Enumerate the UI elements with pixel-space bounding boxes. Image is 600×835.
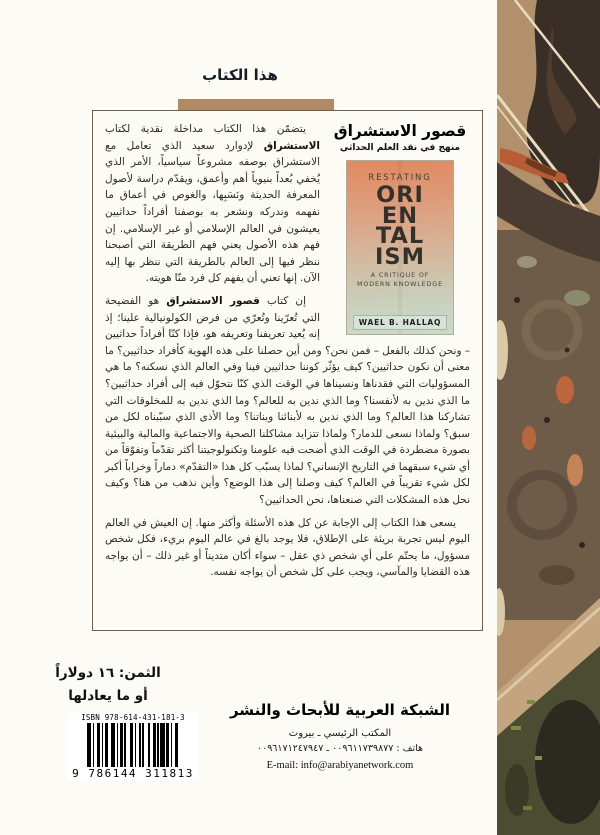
paragraph1-text: لإدوارد سعيد الذي تعامل مع الاستشراق بوصفه مشروعاً سياسياً، الأمر الذي يُخفي بُعداً بنيوياً أهم وأعمق، ويقدّم دراسة لأصول المعرفة الحديثة ونَسَبِها، والغوص في أعماق ما نفهمه وندركه ونشعر به بوصفنا أفراداً حداثيين يعيشون في العالم الإسلامي أو غير الإسلامي. إن فهم هذه الأصول يعني فهم الطريقة التي أصبحنا ننظر فيها إلى العالم بالطريقة التي ننظر بها إليه الآن. إنها تعني أن يفهم كل فرد منّا هويته.	[105, 139, 320, 285]
description-paragraph-3: يسعى هذا الكتاب إلى الإجابة عن كل هذه الأسئلة وأكثر منها. إن العيش في العالم اليوم ليس تجربة بريئة على الإطلاق، فلا يوجد بالغ في عالم اليوم بريء، فكل شخص مسؤول، ما يحتّم على أي شخص ذي عقل – سواء أكان متديناً أو غير ذلك – أن يواجه هذه القضايا والمآسي، ويجب على كل شخص أن يواجه نفسه.	[105, 516, 470, 579]
paragraph1-bold-term: الاستشراق	[263, 139, 320, 152]
book-title-arabic: قصور الاستشراق	[333, 122, 467, 140]
cover-author-band: WAEL B. HALLAQ	[353, 315, 447, 331]
book-subtitle-arabic: منهج في نقد العلم الحداثي	[339, 143, 461, 153]
price-line2: أو ما يعادلها	[68, 688, 148, 704]
cover-title-orientalism	[347, 182, 453, 270]
publisher-office: المكتب الرئيسي ـ بيروت	[288, 728, 392, 739]
cover-title-line: TAL	[375, 223, 425, 249]
publisher-name: الشبكة العربية للأبحاث والنشر	[229, 701, 451, 719]
price-line1: الثمن: ١٦ دولاراً	[55, 665, 161, 681]
publisher-email: E-mail: info@arabiyanetwork.com	[266, 760, 414, 771]
cover-top-word: RESTATING	[368, 173, 432, 183]
isbn-barcode	[68, 713, 198, 780]
cover-title-line: ORI	[376, 182, 424, 208]
cover-art-strip	[497, 0, 600, 835]
cover-title-line: EN	[381, 202, 419, 229]
page-title: هذا الكتاب	[202, 66, 278, 84]
description-box	[92, 110, 483, 631]
paragraph2-text: إن كتاب	[259, 294, 306, 307]
publisher-block	[220, 698, 460, 771]
isbn-digits: 9 786144 311813	[72, 767, 194, 780]
price-block	[44, 662, 172, 708]
paragraph2-text: هو الفضيحة التي تُعرّينا وتُعرّي من فرض الكولونيالية علينا؛ إذ إنه يُعيد تعريفنا وتعريفه هو، فإذا كنّا أفراداً حداثيين – ونحن كذلك بالفعل – فمن نحن؟ ومن أين حصلنا على هذه الهوية كأفراد حداثيين؟ ما معنى أن نكون حداثيين؟ كيف يؤثّر كوننا حداثيين فينا وفي العالم الذي نسكنه؟ ما هي المسؤوليات التي فقدناها ونسيناها في الوقت الذي كنّا نتحوّل فيه إلى أفراد حداثيين؟ ما الذي ندين به لأنفسنا؟ وما الذي ندين به للعالم؟ وما الذي ندين به للمخلوقات التي تشاركنا هذا العالم؟ وما الذي ندين به لأبنائنا وبناتنا؟ وما الأذى الذي سبّبناه لكل من سبق؟ ولماذا نسعى للدمار؟ ولماذا تتزايد مشاكلنا الصحية والاجتماعية والمالية والبيئية بصورة مضطردة في الوقت الذي أضحت فيه علومنا وتكنولوجيتنا أكثر تقدّماً وتفوّقاً من أي شيء سبقهما في التاريخ الإنساني؟ لماذا يسبّب كل هذا «التقدّم» دماراً وخراباً أكبر لكل شيء تقريباً في العالم؟ كيف وصلنا إلى هذا الوضع؟ وأين نذهب من هنا؟ وكيف نحل هذه المشكلات التي صنعناها، نحن الحداثيين؟	[105, 294, 470, 507]
book-cover-thumbnail	[346, 160, 454, 335]
barcode-bars	[71, 723, 195, 767]
paragraph1-text: يتضمّن هذا الكتاب مداخلة نقدية لكتاب	[105, 123, 306, 135]
publisher-phone: هاتف : ٠٠٩٦١١٧٣٩٨٧٧ ـ ٠٠٩٦١٧١٢٤٧٩٤٧	[256, 743, 424, 754]
inner-cover-column	[330, 121, 470, 335]
cover-subtitle-line2: MODERN KNOWLEDGE	[357, 280, 443, 288]
cover-title-line: ISM	[375, 243, 425, 270]
cover-subtitle	[347, 272, 453, 289]
cover-subtitle-line1: A CRITIQUE OF	[370, 272, 430, 279]
isbn-label: ISBN 978-614-431-181-3	[81, 713, 185, 722]
paragraph2-bold-term: قصور الاستشراق	[166, 294, 260, 307]
